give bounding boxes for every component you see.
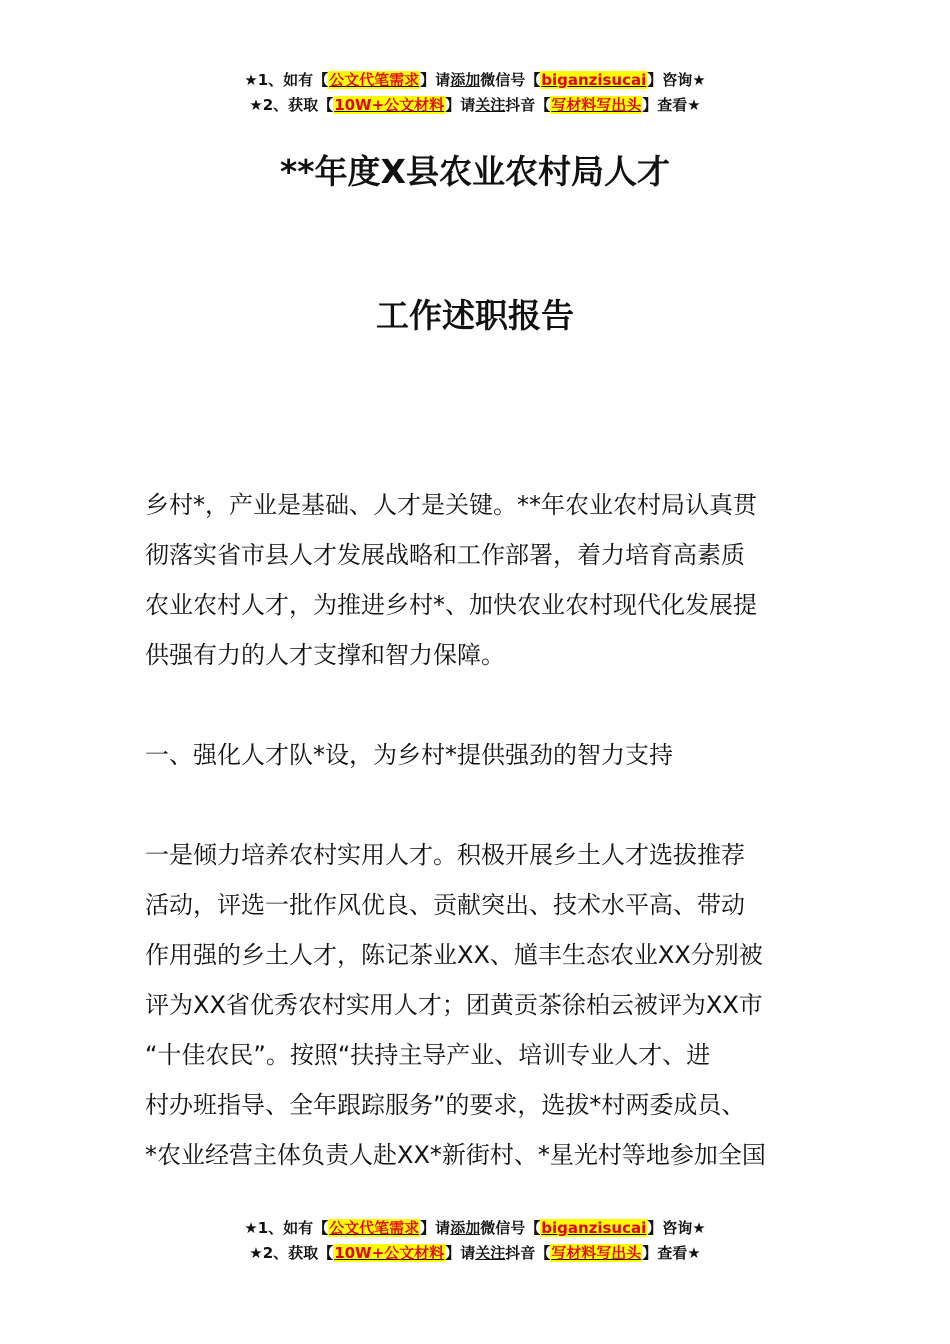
promo-line-1: ★1、如有【公文代笔需求】请添加微信号【biganzisucai】咨询★	[244, 71, 706, 89]
highlight-writing-service: 公文代笔需求	[329, 71, 420, 89]
intro-paragraph	[145, 480, 810, 680]
section-heading-1: 一、强化人才队*设，为乡村*提供强劲的智力支持	[145, 741, 673, 769]
section-1-paragraph	[145, 830, 810, 1180]
paragraph-line: 活动，评选一批作风优良、贡献突出、技术水平高、带动	[145, 891, 745, 919]
paragraph-line: 供强有力的人才支撑和智力保障。	[145, 641, 505, 669]
document-title-line-2: 工作述职报告	[376, 296, 574, 335]
paragraph-line: 村办班指导、全年跟踪服务”的要求，选拔*村两委成员、	[145, 1091, 746, 1119]
promo-line-2: ★2、获取【10W+公文材料】请关注抖音【写材料写出头】查看★	[249, 96, 701, 114]
highlight-douyin-account: 写材料写出头	[551, 1244, 642, 1262]
promo-notice-bottom	[0, 1216, 950, 1266]
promo-notice-top	[0, 68, 950, 118]
highlight-materials: 10W+公文材料	[334, 96, 445, 114]
highlight-douyin-account: 写材料写出头	[551, 96, 642, 114]
paragraph-line: 农业农村人才，为推进乡村*、加快农业农村现代化发展提	[145, 591, 757, 619]
highlight-wechat-id: biganzisucai	[541, 71, 647, 89]
paragraph-line: 作用强的乡土人才，陈记茶业XX、馗丰生态农业XX分别被	[145, 941, 763, 969]
document-title-line-1: **年度X县农业农村局人才	[280, 152, 670, 191]
paragraph-line: *农业经营主体负责人赴XX*新街村、*星光村等地参加全国	[145, 1141, 766, 1169]
paragraph-line: 彻落实省市县人才发展战略和工作部署，着力培育高素质	[145, 541, 745, 569]
highlight-writing-service: 公文代笔需求	[329, 1219, 420, 1237]
highlight-materials: 10W+公文材料	[334, 1244, 445, 1262]
paragraph-line: 评为XX省优秀农村实用人才；团黄贡茶徐柏云被评为XX市	[145, 991, 763, 1019]
paragraph-line: “十佳农民”。按照“扶持主导产业、培训专业人才、进	[145, 1041, 711, 1069]
highlight-wechat-id: biganzisucai	[541, 1219, 647, 1237]
promo-line-1: ★1、如有【公文代笔需求】请添加微信号【biganzisucai】咨询★	[244, 1219, 706, 1237]
paragraph-line: 一是倾力培养农村实用人才。积极开展乡土人才选拔推荐	[145, 841, 745, 869]
paragraph-line: 乡村*，产业是基础、人才是关键。**年农业农村局认真贯	[145, 491, 757, 519]
promo-line-2: ★2、获取【10W+公文材料】请关注抖音【写材料写出头】查看★	[249, 1244, 701, 1262]
